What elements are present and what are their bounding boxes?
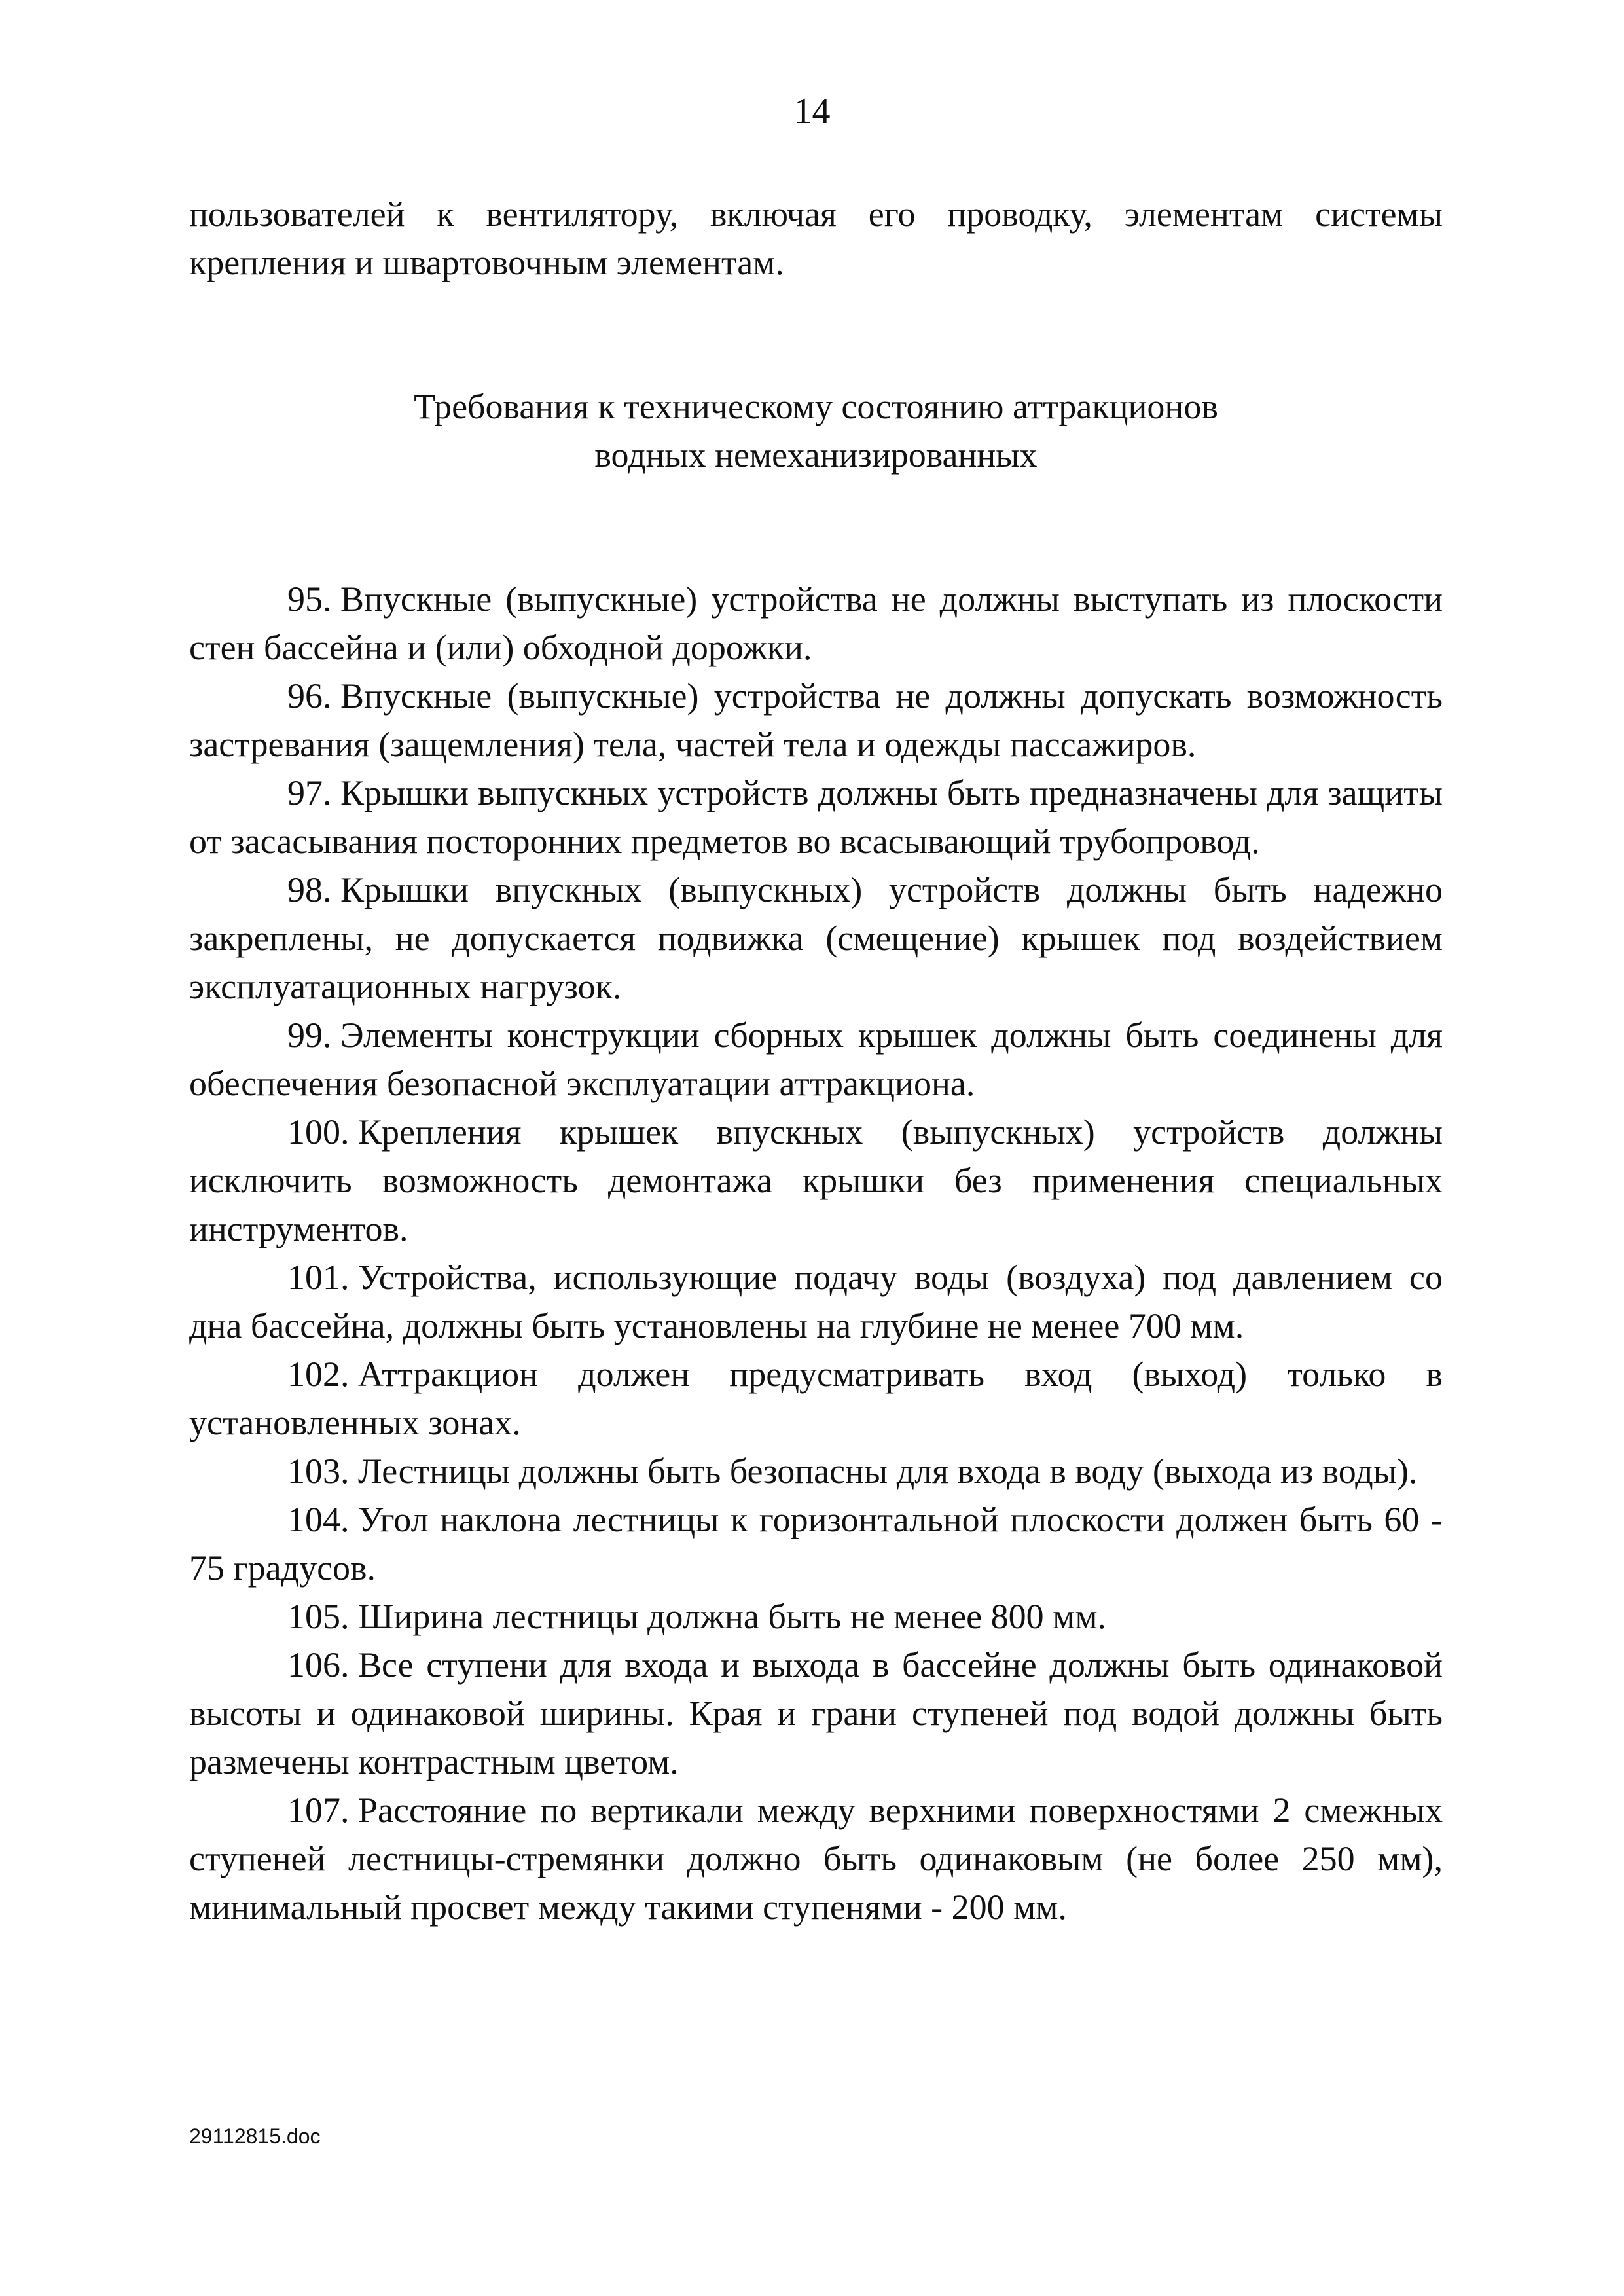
item-number: 95.	[287, 579, 332, 619]
item-text: Ширина лестницы должна быть не менее 800 мм.	[358, 1597, 1106, 1636]
list-item	[189, 1641, 1443, 1786]
list-item	[189, 1350, 1443, 1447]
list-item	[189, 1786, 1443, 1931]
list-item	[189, 672, 1443, 769]
item-number: 105.	[287, 1597, 350, 1636]
item-text: Элементы конструкции сборных крышек должны быть соединены для обеспечения безопасной эксплуатации аттракциона.	[189, 1015, 1443, 1103]
page-number: 14	[793, 91, 831, 132]
item-text: Аттракцион должен предусматривать вход (выход) только в установленных зонах.	[189, 1355, 1443, 1442]
item-number: 99.	[287, 1015, 332, 1055]
document-body	[189, 190, 1443, 1931]
list-item	[189, 1495, 1443, 1592]
item-text: Устройства, использующие подачу воды (воздуха) под давлением со дна бассейна, должны быть установлены на глубине не менее 700 мм.	[189, 1258, 1443, 1345]
item-text: Лестницы должны быть безопасны для входа в воду (выхода из воды).	[358, 1451, 1418, 1491]
list-item	[189, 1447, 1443, 1495]
item-number: 102.	[287, 1355, 350, 1394]
file-name-footer: 29112815.doc	[189, 2124, 321, 2148]
intro-paragraph: пользователей к вентилятору, включая его проводку, элементам системы крепления и швартовочным элементам.	[189, 194, 1443, 282]
item-number: 97.	[287, 773, 332, 812]
item-number: 98.	[287, 870, 332, 909]
item-text: Угол наклона лестницы к горизонтальной плоскости должен быть 60 - 75 градусов.	[189, 1500, 1443, 1588]
item-text: Крышки впускных (выпускных) устройств должны быть надежно закреплены, не допускается подвижка (смещение) крышек под воздействием эксплуатационных нагрузок.	[189, 870, 1443, 1006]
item-text: Расстояние по вертикали между верхними поверхностями 2 смежных ступеней лестницы-стремянки должно быть одинаковым (не более 250 мм), минимальный просвет между такими ступенями - 200 мм.	[189, 1791, 1443, 1927]
item-text: Крепления крышек впускных (выпускных) устройств должны исключить возможность демонтажа крышки без применения специальных инструментов.	[189, 1112, 1443, 1248]
item-number: 100.	[287, 1112, 350, 1152]
item-number: 103.	[287, 1451, 350, 1491]
list-item	[189, 575, 1443, 672]
item-number: 101.	[287, 1258, 350, 1297]
section-heading	[189, 382, 1443, 479]
list-item	[189, 866, 1443, 1011]
list-item	[189, 1253, 1443, 1350]
item-text: Впускные (выпускные) устройства не должны выступать из плоскости стен бассейна и (или) обходной дорожки.	[189, 579, 1443, 667]
item-number: 106.	[287, 1645, 350, 1685]
item-text: Впускные (выпускные) устройства не должны допускать возможность застревания (защемления) тела, частей тела и одежды пассажиров.	[189, 676, 1443, 764]
item-text: Все ступени для входа и выхода в бассейне должны быть одинаковой высоты и одинаковой ширины. Края и грани ступеней под водой должны быть размечены контрастным цветом.	[189, 1645, 1443, 1781]
item-number: 107.	[287, 1791, 350, 1830]
section-heading-line-2: водных немеханизированных	[594, 435, 1038, 475]
section-heading-line-1: Требования к техническому состоянию аттракционов	[414, 387, 1218, 426]
list-item	[189, 1108, 1443, 1253]
list-item	[189, 1592, 1443, 1641]
list-item	[189, 769, 1443, 866]
item-number: 96.	[287, 676, 332, 716]
item-text: Крышки выпускных устройств должны быть предназначены для защиты от засасывания посторонних предметов во всасывающий трубопровод.	[189, 773, 1443, 861]
list-item	[189, 1011, 1443, 1108]
item-number: 104.	[287, 1500, 350, 1539]
